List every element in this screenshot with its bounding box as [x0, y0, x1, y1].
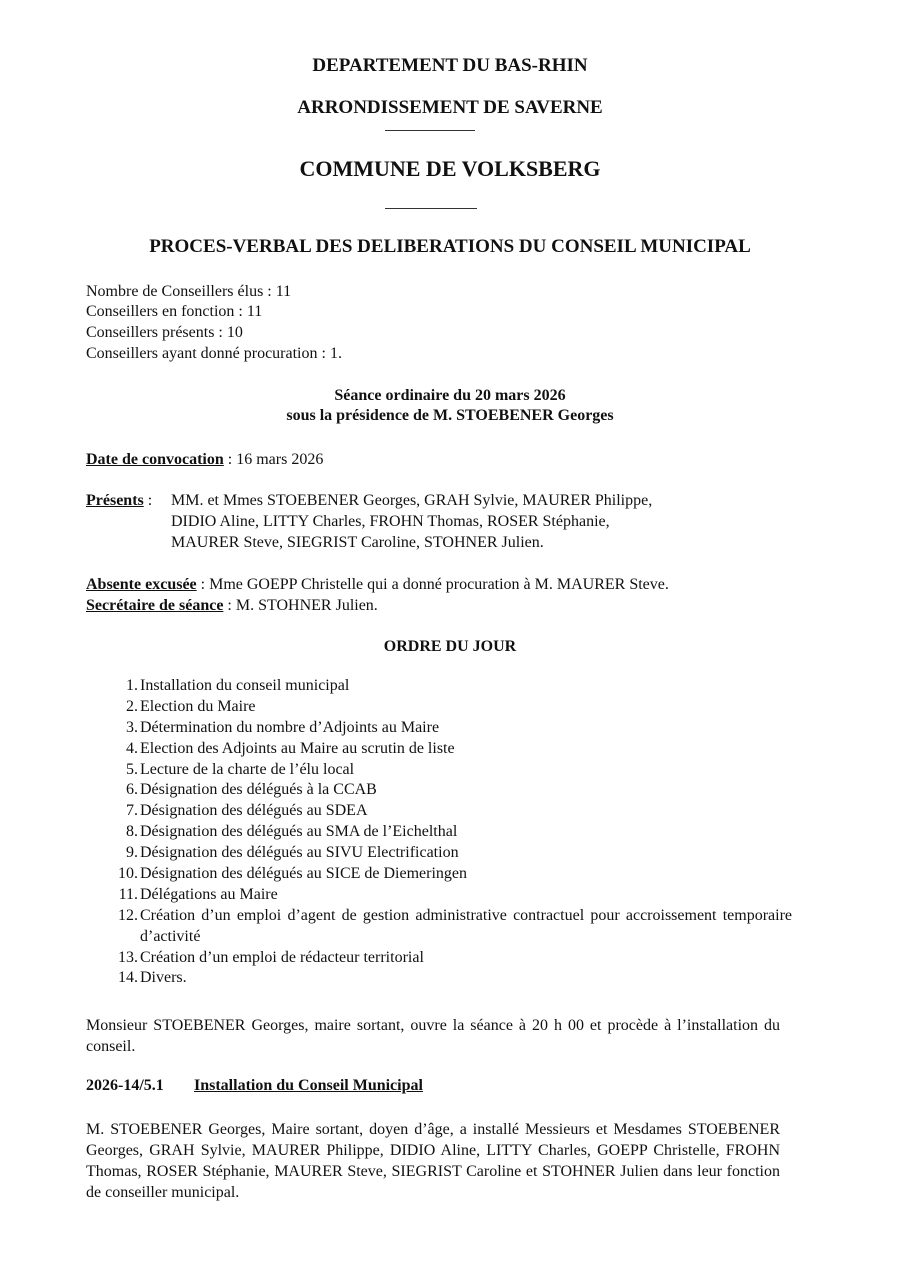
convocation-line — [86, 451, 323, 469]
agenda-item-text: Divers. — [140, 969, 187, 987]
convocation-value: : 16 mars 2026 — [223, 451, 324, 468]
presents-sep: : — [143, 492, 153, 509]
agenda-item-number: 13. — [118, 948, 138, 966]
agenda-item-text: Détermination du nombre d’Adjoints au Maire — [140, 718, 440, 736]
count-elus: Nombre de Conseillers élus : 11 — [86, 283, 292, 300]
agenda-item-text: Désignation des délégués à la CCAB — [140, 781, 377, 799]
seance-presidence: sous la présidence de M. STOEBENER Georges — [286, 407, 614, 424]
agenda-item-number: 8. — [126, 823, 138, 841]
opening-paragraph: Monsieur STOEBENER Georges, maire sortant, ouvre la séance à 20 h 00 et procède à l’installation du conseil. — [86, 1017, 780, 1055]
section-number: 2026-14/5.1 — [86, 1077, 164, 1094]
agenda-item-text: Désignation des délégués au SMA de l’Eichelthal — [140, 823, 458, 841]
arrondissement-heading: ARRONDISSEMENT DE SAVERNE — [297, 97, 603, 118]
agenda-item-number: 6. — [126, 781, 138, 799]
agenda-item-text: Création d’un emploi de rédacteur territorial — [140, 948, 424, 966]
seance-date: Séance ordinaire du 20 mars 2026 — [334, 387, 566, 404]
agenda-item-number: 5. — [126, 760, 138, 778]
agenda-item-text: Désignation des délégués au SICE de Diemeringen — [140, 865, 468, 883]
absente-value: : Mme GOEPP Christelle qui a donné procuration à M. MAURER Steve. — [196, 576, 669, 593]
document-title: PROCES-VERBAL DES DELIBERATIONS DU CONSEIL MUNICIPAL — [149, 236, 751, 257]
agenda-item-text: Délégations au Maire — [140, 885, 278, 903]
separator-line — [385, 130, 475, 131]
agenda-item-number: 7. — [126, 802, 138, 820]
agenda-item-text: Election du Maire — [140, 697, 256, 715]
count-procuration: Conseillers ayant donné procuration : 1. — [86, 345, 342, 362]
agenda-item-text: Election des Adjoints au Maire au scrutin de liste — [140, 739, 455, 757]
department-heading: DEPARTEMENT DU BAS-RHIN — [312, 55, 588, 76]
agenda-item-text: Création d’un emploi d’agent de gestion administrative contractuel pour accroissement temporaire d’activité — [140, 906, 792, 945]
agenda-item-number: 1. — [126, 677, 138, 694]
agenda-item-text: Désignation des délégués au SDEA — [140, 802, 368, 820]
secretaire-line — [86, 597, 378, 615]
secretaire-label: Secrétaire de séance — [86, 597, 224, 614]
presents-line-1: MM. et Mmes STOEBENER Georges, GRAH Sylvie, MAURER Philippe, — [171, 492, 653, 509]
section-body: M. STOEBENER Georges, Maire sortant, doyen d’âge, a installé Messieurs et Mesdames STOEBENER Georges, GRAH Sylvie, MAURER Philippe, DIDIO Aline, LITTY Charles, GOEPP Christelle, FROHN Thomas, ROSER Stéphanie, MAURER Steve, SIEGRIST Caroline et STOHNER Julien dans leur fonction de conseiller municipal. — [86, 1121, 780, 1201]
absente-line — [86, 576, 669, 594]
agenda-item-text: Désignation des délégués au SIVU Electrification — [140, 844, 459, 862]
agenda-item-number: 2. — [126, 697, 138, 715]
count-en-fonction: Conseillers en fonction : 11 — [86, 303, 263, 320]
commune-heading: COMMUNE DE VOLKSBERG — [299, 156, 601, 181]
agenda-item-number: 14. — [118, 969, 138, 987]
count-presents: Conseillers présents : 10 — [86, 324, 243, 341]
agenda-item-number: 9. — [126, 844, 138, 862]
presents-line-3: MAURER Steve, SIEGRIST Caroline, STOHNER Julien. — [171, 534, 544, 551]
secretaire-value: : M. STOHNER Julien. — [223, 597, 378, 614]
agenda-item-text: Lecture de la charte de l’élu local — [140, 760, 355, 778]
presents-line-2: DIDIO Aline, LITTY Charles, FROHN Thomas, ROSER Stéphanie, — [171, 513, 610, 530]
agenda-item-text: Installation du conseil municipal — [140, 677, 350, 694]
agenda-item-number: 11. — [118, 885, 138, 903]
agenda-item-number: 10. — [118, 865, 138, 883]
presents-label: Présents — [86, 492, 144, 509]
agenda-item-number: 3. — [126, 718, 138, 736]
section-title: Installation du Conseil Municipal — [194, 1077, 423, 1094]
agenda-item-number: 4. — [126, 739, 138, 757]
agenda-item-number: 12. — [118, 906, 138, 924]
separator-line — [385, 208, 477, 209]
convocation-label: Date de convocation — [86, 451, 224, 468]
agenda-title: ORDRE DU JOUR — [383, 638, 517, 655]
presents-label-line — [86, 492, 152, 510]
absente-label: Absente excusée — [86, 576, 197, 593]
